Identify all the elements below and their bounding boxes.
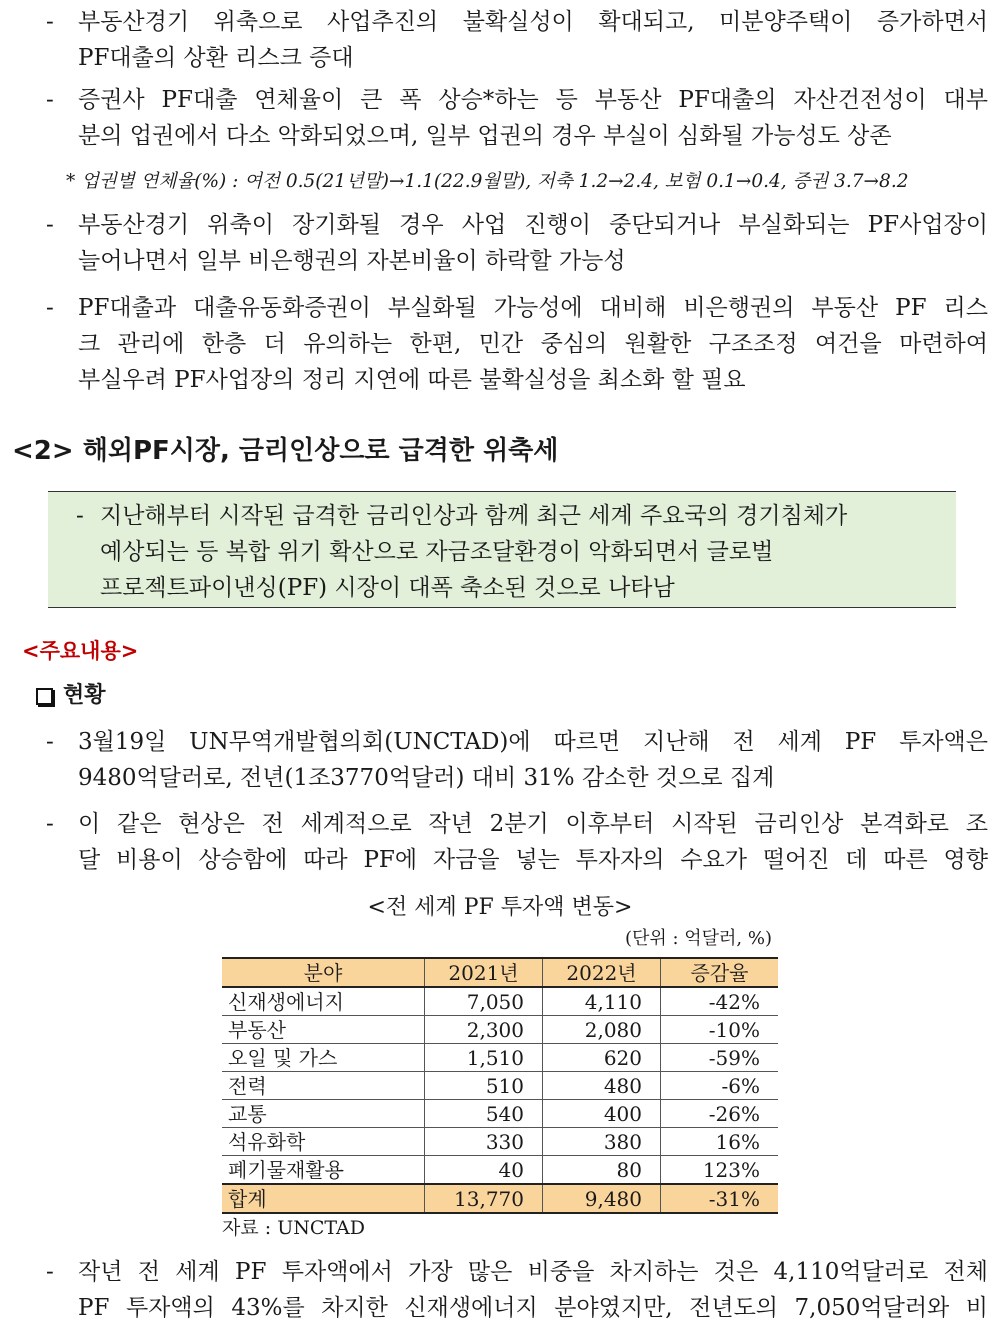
table-row: [222, 1128, 778, 1156]
bullet-dash: -: [46, 9, 54, 35]
table-row: [222, 1100, 778, 1128]
table-cell: 합계: [222, 1184, 425, 1213]
summary-line: 프로젝트파이낸싱(PF) 시장이 대폭 축소된 것으로 나타남: [100, 575, 675, 601]
bullet-unctad-figures: [46, 724, 988, 796]
table-cell: 교통: [222, 1100, 425, 1128]
table-body: [222, 987, 778, 1213]
bullet-line: 부동산경기 위축으로 사업추진의 불확실성이 확대되고, 미분양주택이 증가하면서: [78, 9, 988, 35]
table-cell: 123%: [661, 1156, 779, 1185]
bullet-dash: -: [46, 1259, 54, 1285]
bullet-asset-quality: [46, 82, 988, 154]
table-cell: 4,110: [543, 987, 661, 1016]
table-cell: 80: [543, 1156, 661, 1185]
table-row: [222, 1044, 778, 1072]
table-cell: 부동산: [222, 1016, 425, 1044]
checkbox-square-icon: [36, 688, 53, 705]
table-cell: 620: [543, 1044, 661, 1072]
table-cell: 9,480: [543, 1184, 661, 1213]
table-cell: 510: [425, 1072, 543, 1100]
table-cell: -59%: [661, 1044, 779, 1072]
table-source: 자료 : UNCTAD: [222, 1217, 365, 1239]
table-cell: 석유화학: [222, 1128, 425, 1156]
table-cell: 16%: [661, 1128, 779, 1156]
col-header-change: 증감율: [661, 958, 779, 987]
table-cell: 2,080: [543, 1016, 661, 1044]
bullet-dash: -: [46, 729, 54, 755]
table-header-row: [222, 958, 778, 987]
table-caption: <전 세계 PF 투자액 변동>: [367, 895, 633, 920]
bullet-line: 증권사 PF대출 연체율이 큰 폭 상승*하는 등 부동산 PF대출의 자산건전성이 대부: [78, 87, 988, 113]
table-cell: 2,300: [425, 1016, 543, 1044]
summary-line: 지난해부터 시작된 급격한 금리인상과 함께 최근 세계 주요국의 경기침체가: [100, 503, 848, 529]
bullet-line: 부실우려 PF사업장의 정리 지연에 따른 불확실성을 최소화 할 필요: [78, 367, 746, 393]
table-row: [222, 987, 778, 1016]
bullet-dash: -: [46, 87, 54, 113]
key-content-label: <주요내용>: [22, 639, 139, 663]
table-cell: -10%: [661, 1016, 779, 1044]
bullet-dash: -: [76, 503, 84, 529]
bullet-line: PF대출과 대출유동화증권이 부실화될 가능성에 대비해 비은행권의 부동산 PF 리스: [78, 295, 988, 321]
table-cell: 400: [543, 1100, 661, 1128]
table-cell: 540: [425, 1100, 543, 1128]
bullet-rate-hike-impact: [46, 806, 988, 878]
table-cell: 전력: [222, 1072, 425, 1100]
col-header-2021: 2021년: [425, 958, 543, 987]
table-cell: 7,050: [425, 987, 543, 1016]
bullet-renewable-share: [46, 1254, 988, 1326]
table-cell: -26%: [661, 1100, 779, 1128]
bullet-risk-management: [46, 290, 988, 398]
table-cell: 오일 및 가스: [222, 1044, 425, 1072]
table-cell: -31%: [661, 1184, 779, 1213]
table-cell: 480: [543, 1072, 661, 1100]
bullet-line: 이 같은 현상은 전 세계적으로 작년 2분기 이후부터 시작된 금리인상 본격화로 조: [78, 811, 988, 837]
section-title: <2> 해외PF시장, 금리인상으로 급격한 위축세: [12, 436, 559, 466]
table-cell: 40: [425, 1156, 543, 1185]
table-cell: 1,510: [425, 1044, 543, 1072]
bullet-line: PF대출의 상환 리스크 증대: [78, 45, 354, 71]
table-cell: 330: [425, 1128, 543, 1156]
delinquency-footnote: * 업권별 연체율(%) : 여전 0.5(21년말)→1.1(22.9월말), 저축 1.2→2.4, 보험 0.1→0.4, 증권 3.7→8.2: [66, 171, 909, 192]
table-cell: 폐기물재활용: [222, 1156, 425, 1185]
bullet-line: 9480억달러로, 전년(1조3770억달러) 대비 31% 감소한 것으로 집계: [78, 765, 775, 791]
table-row: [222, 1016, 778, 1044]
table-unit: (단위 : 억달러, %): [624, 928, 772, 949]
summary-box: [48, 491, 956, 608]
summary-line: 예상되는 등 복합 위기 확산으로 자금조달환경이 악화되면서 글로벌: [100, 539, 774, 565]
col-header-2022: 2022년: [543, 958, 661, 987]
table-row: [222, 1156, 778, 1185]
bullet-line: 달 비용이 상승함에 따라 PF에 자금을 넣는 투자자의 수요가 떨어진 데 따른 영향: [78, 847, 988, 873]
table-cell: 13,770: [425, 1184, 543, 1213]
status-heading-text: 현황: [63, 683, 106, 708]
table-cell: -6%: [661, 1072, 779, 1100]
status-heading: [36, 680, 106, 712]
bullet-line: 부동산경기 위축이 장기화될 경우 사업 진행이 중단되거나 부실화되는 PF사업장이: [78, 212, 988, 238]
table-total-row: [222, 1184, 778, 1213]
table-cell: 신재생에너지: [222, 987, 425, 1016]
bullet-line: 늘어나면서 일부 비은행권의 자본비율이 하락할 가능성: [78, 248, 626, 274]
bullet-line: PF 투자액의 43%를 차지한 신재생에너지 분야였지만, 전년도의 7,050억달러와 비: [78, 1295, 988, 1321]
summary-bullet: [76, 498, 936, 606]
col-header-sector: 분야: [222, 958, 425, 987]
bullet-pf-repayment-risk: [46, 4, 988, 76]
pf-investment-table: [222, 957, 778, 1214]
bullet-dash: -: [46, 212, 54, 238]
table-row: [222, 1072, 778, 1100]
bullet-line: 3월19일 UN무역개발협의회(UNCTAD)에 따르면 지난해 전 세계 PF 투자액은: [78, 729, 988, 755]
table-cell: -42%: [661, 987, 779, 1016]
bullet-capital-ratio: [46, 207, 988, 279]
bullet-line: 크 관리에 한층 더 유의하는 한편, 민간 중심의 원활한 구조조정 여건을 마련하여: [78, 331, 988, 357]
bullet-line: 분의 업권에서 다소 악화되었으며, 일부 업권의 경우 부실이 심화될 가능성도 상존: [78, 123, 892, 149]
bullet-line: 작년 전 세계 PF 투자액에서 가장 많은 비중을 차지하는 것은 4,110억달러로 전체: [78, 1259, 988, 1285]
bullet-dash: -: [46, 811, 54, 837]
table-cell: 380: [543, 1128, 661, 1156]
bullet-dash: -: [46, 295, 54, 321]
